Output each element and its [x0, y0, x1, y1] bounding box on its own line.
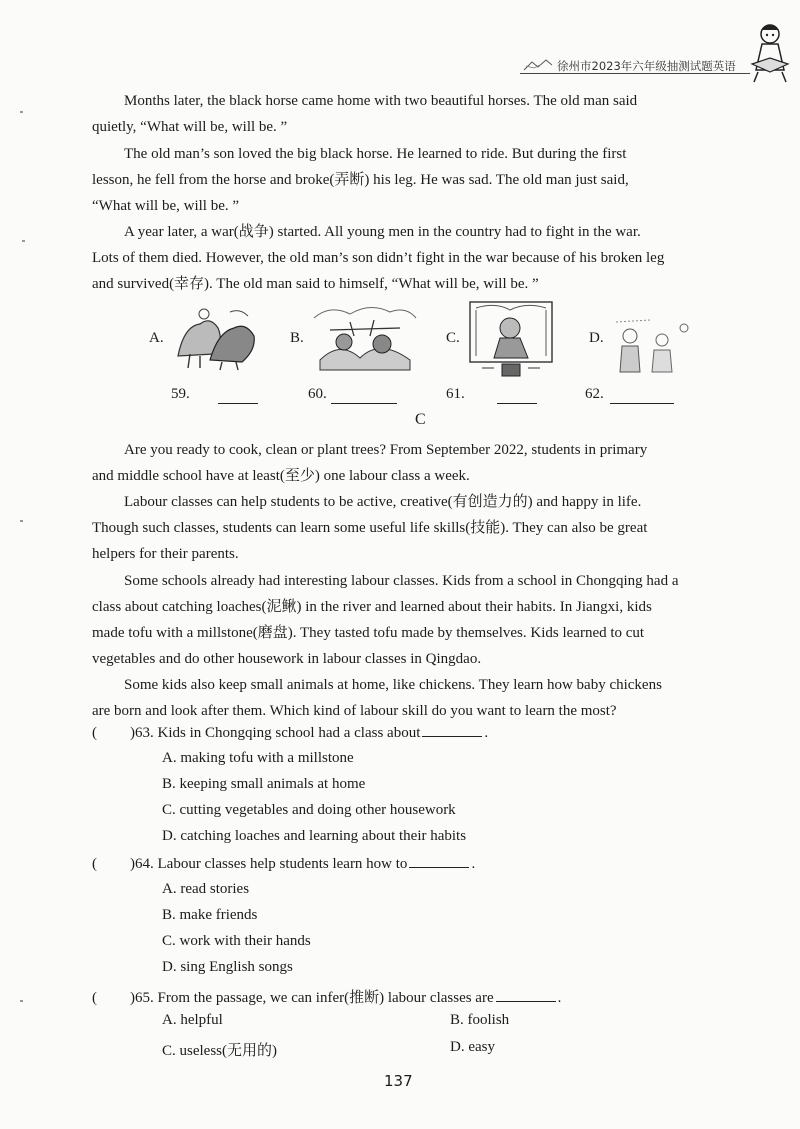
text-line: Some schools already had interesting labour classes. Kids from a school in Chongqing had a — [124, 573, 679, 589]
question-64 — [92, 855, 475, 873]
question-59-answer-blank[interactable] — [218, 403, 258, 404]
question-64-stem: )64. Labour classes help students learn how to — [130, 856, 408, 872]
question-64-option-a[interactable]: A. read stories — [162, 881, 250, 897]
reading-kid-mascot-icon — [748, 20, 792, 89]
section-c-paragraph-1 — [92, 437, 754, 489]
margin-speck — [20, 1000, 23, 1002]
picture-d-label: D. — [589, 330, 604, 346]
question-62-number: 62. — [585, 386, 604, 402]
passage-b-paragraph-3 — [92, 219, 754, 297]
question-65-stem: )65. From the passage, we can infer(推断) labour classes are — [130, 990, 494, 1006]
question-65-end: . — [557, 990, 562, 1006]
question-64-option-d[interactable]: D. sing English songs — [162, 959, 293, 975]
margin-speck — [20, 111, 23, 113]
answer-paren[interactable]: ( — [92, 725, 97, 741]
question-63 — [92, 724, 488, 742]
question-64-option-c[interactable]: C. work with their hands — [162, 933, 311, 949]
question-63-blank — [422, 724, 482, 737]
question-64-blank — [409, 855, 469, 868]
question-61-number: 61. — [446, 386, 465, 402]
text-line: class about catching loaches(泥鳅) in the river and learned about their habits. In Jiangxi, kids — [92, 599, 652, 615]
text-line: vegetables and do other housework in labour classes in Qingdao. — [92, 651, 482, 667]
question-65 — [92, 986, 561, 1007]
question-64-option-b[interactable]: B. make friends — [162, 907, 258, 923]
text-line: helpers for their parents. — [92, 546, 239, 562]
question-63-option-b[interactable]: B. keeping small animals at home — [162, 776, 366, 792]
picture-c-room-illustration — [466, 298, 556, 383]
page-number: 137 — [384, 1072, 413, 1090]
header-rule — [520, 73, 750, 74]
question-63-option-d[interactable]: D. catching loaches and learning about their habits — [162, 828, 467, 844]
margin-speck — [22, 240, 25, 242]
text-line: and survived(幸存). The old man said to himself, “What will be, will be. ” — [92, 276, 539, 292]
passage-b-paragraph-1 — [92, 88, 754, 140]
question-65-option-d[interactable]: D. easy — [450, 1039, 495, 1055]
picture-b-war-illustration — [310, 300, 420, 377]
margin-speck — [20, 520, 23, 522]
text-line: Labour classes can help students to be active, creative(有创造力的) and happy in life. — [124, 494, 642, 510]
text-line: “What will be, will be. ” — [92, 198, 240, 214]
text-line: A year later, a war(战争) started. All young men in the country had to fight in the war. — [124, 224, 641, 240]
text-line: The old man’s son loved the big black horse. He learned to ride. But during the first — [124, 146, 627, 162]
text-line: Some kids also keep small animals at home, like chickens. They learn how baby chickens — [124, 677, 662, 693]
header-title: 徐州市2023年六年级抽测试题英语 — [557, 59, 736, 73]
question-65-option-c[interactable]: C. useless(无用的) — [162, 1043, 277, 1059]
question-59-number: 59. — [171, 386, 190, 402]
section-c-heading: C — [415, 411, 426, 428]
text-line: Months later, the black horse came home with two beautiful horses. The old man said — [124, 93, 638, 109]
section-c-paragraph-2 — [92, 489, 754, 567]
text-line: Though such classes, students can learn some useful life skills(技能). They can also be great — [92, 520, 648, 536]
passage-b-paragraph-2 — [92, 141, 754, 219]
picture-a-horses-illustration — [170, 306, 262, 377]
question-64-end: . — [471, 856, 476, 872]
text-line: quietly, “What will be, will be. ” — [92, 119, 288, 135]
header-decoration-icon — [522, 58, 554, 77]
picture-b-label: B. — [290, 330, 304, 346]
section-c-paragraph-4 — [92, 672, 754, 724]
question-65-option-a[interactable]: A. helpful — [162, 1012, 223, 1028]
question-65-option-b[interactable]: B. foolish — [450, 1012, 510, 1028]
question-62-answer-blank[interactable] — [610, 403, 674, 404]
answer-paren[interactable]: ( — [92, 990, 97, 1006]
question-60-number: 60. — [308, 386, 327, 402]
answer-paren[interactable]: ( — [92, 856, 97, 872]
question-61-answer-blank[interactable] — [497, 403, 537, 404]
picture-a-label: A. — [149, 330, 164, 346]
question-63-stem: )63. Kids in Chongqing school had a class about — [130, 725, 421, 741]
question-65-blank — [496, 989, 556, 1002]
question-60-answer-blank[interactable] — [331, 403, 397, 404]
picture-d-people-illustration — [610, 316, 694, 379]
question-63-option-a[interactable]: A. making tofu with a millstone — [162, 750, 354, 766]
text-line: are born and look after them. Which kind of labour skill do you want to learn the most? — [92, 703, 617, 719]
text-line: Lots of them died. However, the old man’s son didn’t fight in the war because of his broken leg — [92, 250, 665, 266]
text-line: Are you ready to cook, clean or plant trees? From September 2022, students in primary — [124, 442, 648, 458]
question-63-end: . — [484, 725, 489, 741]
section-c-paragraph-3 — [92, 568, 754, 672]
text-line: made tofu with a millstone(磨盘). They tasted tofu made by themselves. Kids learned to cut — [92, 625, 645, 641]
text-line: lesson, he fell from the horse and broke(弄断) his leg. He was sad. The old man just said, — [92, 172, 629, 188]
picture-c-label: C. — [446, 330, 460, 346]
text-line: and middle school have at least(至少) one labour class a week. — [92, 468, 470, 484]
question-63-option-c[interactable]: C. cutting vegetables and doing other housework — [162, 802, 456, 818]
